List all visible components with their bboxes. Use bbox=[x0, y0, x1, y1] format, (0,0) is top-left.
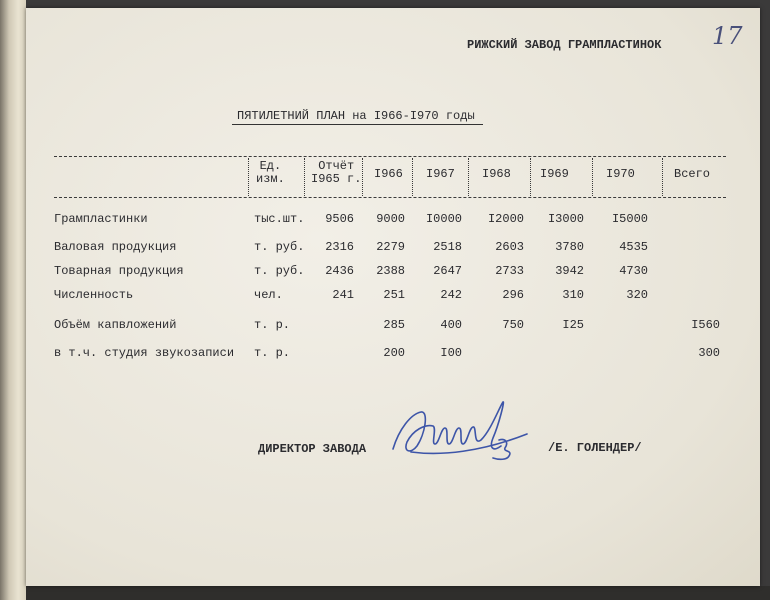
table-cell: 2436 bbox=[325, 264, 354, 278]
header-1970: I970 bbox=[606, 167, 635, 181]
table-cell: 750 bbox=[502, 318, 524, 332]
table-cell: 2518 bbox=[433, 240, 462, 254]
title-underline bbox=[232, 124, 483, 125]
table-cell: I560 bbox=[691, 318, 720, 332]
table-cell: 400 bbox=[440, 318, 462, 332]
row-label: Объём капвложений bbox=[54, 318, 177, 332]
header-1966: I966 bbox=[374, 167, 403, 181]
column-separator bbox=[362, 158, 363, 196]
table-cell: 285 bbox=[383, 318, 405, 332]
table-cell: 320 bbox=[626, 288, 648, 302]
row-unit: чел. bbox=[254, 288, 283, 302]
binder-edge bbox=[0, 0, 26, 600]
table-cell: 4730 bbox=[619, 264, 648, 278]
table-cell: 251 bbox=[383, 288, 405, 302]
column-separator bbox=[248, 158, 249, 196]
table-cell: I25 bbox=[562, 318, 584, 332]
column-separator bbox=[468, 158, 469, 196]
row-unit: тыс.шт. bbox=[254, 212, 305, 226]
scan-shadow bbox=[26, 586, 770, 600]
table-cell: I5000 bbox=[611, 212, 648, 226]
table-cell: 4535 bbox=[619, 240, 648, 254]
row-unit: т. руб. bbox=[254, 240, 305, 254]
table-cell: 242 bbox=[440, 288, 462, 302]
table-cell: 241 bbox=[332, 288, 354, 302]
header-report-1965 bbox=[311, 160, 361, 186]
table-cell: 310 bbox=[562, 288, 584, 302]
document-page bbox=[26, 8, 760, 586]
header-1968: I968 bbox=[482, 167, 511, 181]
table-cell: 200 bbox=[383, 346, 405, 360]
table-cell: 300 bbox=[698, 346, 720, 360]
table-cell: 2733 bbox=[495, 264, 524, 278]
handwritten-page-number: 17 bbox=[712, 22, 743, 50]
column-separator bbox=[592, 158, 593, 196]
plan-title: ПЯТИЛЕТНИЙ ПЛАН на I966-I970 годы bbox=[237, 109, 475, 123]
table-cell: 2279 bbox=[376, 240, 405, 254]
row-unit: т. р. bbox=[254, 318, 291, 332]
row-label: Товарная продукция bbox=[54, 264, 184, 278]
table-cell: 2316 bbox=[325, 240, 354, 254]
row-label: Валовая продукция bbox=[54, 240, 177, 254]
director-label: ДИРЕКТОР ЗАВОДА bbox=[258, 442, 367, 456]
table-top-rule bbox=[54, 156, 726, 157]
signature-mark bbox=[381, 394, 531, 469]
row-unit: т. р. bbox=[254, 346, 291, 360]
header-unit-text: Ед. изм. bbox=[256, 159, 285, 186]
header-total: Всего bbox=[674, 167, 711, 181]
table-cell: I2000 bbox=[487, 212, 524, 226]
column-separator bbox=[412, 158, 413, 196]
header-report-text: Отчёт I965 г. bbox=[311, 159, 362, 186]
column-separator bbox=[662, 158, 663, 196]
column-separator bbox=[530, 158, 531, 196]
table-cell: I00 bbox=[440, 346, 462, 360]
signer-name: /Е. ГОЛЕНДЕР/ bbox=[548, 441, 642, 455]
header-1967: I967 bbox=[426, 167, 455, 181]
table-cell: I3000 bbox=[547, 212, 584, 226]
column-separator bbox=[304, 158, 305, 196]
table-header-rule bbox=[54, 197, 726, 198]
row-unit: т. руб. bbox=[254, 264, 305, 278]
table-cell: 2388 bbox=[376, 264, 405, 278]
header-1969: I969 bbox=[540, 167, 569, 181]
header-unit bbox=[256, 160, 285, 186]
table-cell: 9000 bbox=[376, 212, 405, 226]
table-cell: 3942 bbox=[555, 264, 584, 278]
table-cell: 2603 bbox=[495, 240, 524, 254]
row-label: в т.ч. студия звукозаписи bbox=[54, 346, 235, 360]
table-cell: 3780 bbox=[555, 240, 584, 254]
row-label: Численность bbox=[54, 288, 134, 302]
factory-name: РИЖСКИЙ ЗАВОД ГРАМПЛАСТИНОК bbox=[467, 38, 662, 52]
table-cell: 9506 bbox=[325, 212, 354, 226]
row-label: Грампластинки bbox=[54, 212, 148, 226]
table-cell: 2647 bbox=[433, 264, 462, 278]
table-cell: I0000 bbox=[425, 212, 462, 226]
table-cell: 296 bbox=[502, 288, 524, 302]
